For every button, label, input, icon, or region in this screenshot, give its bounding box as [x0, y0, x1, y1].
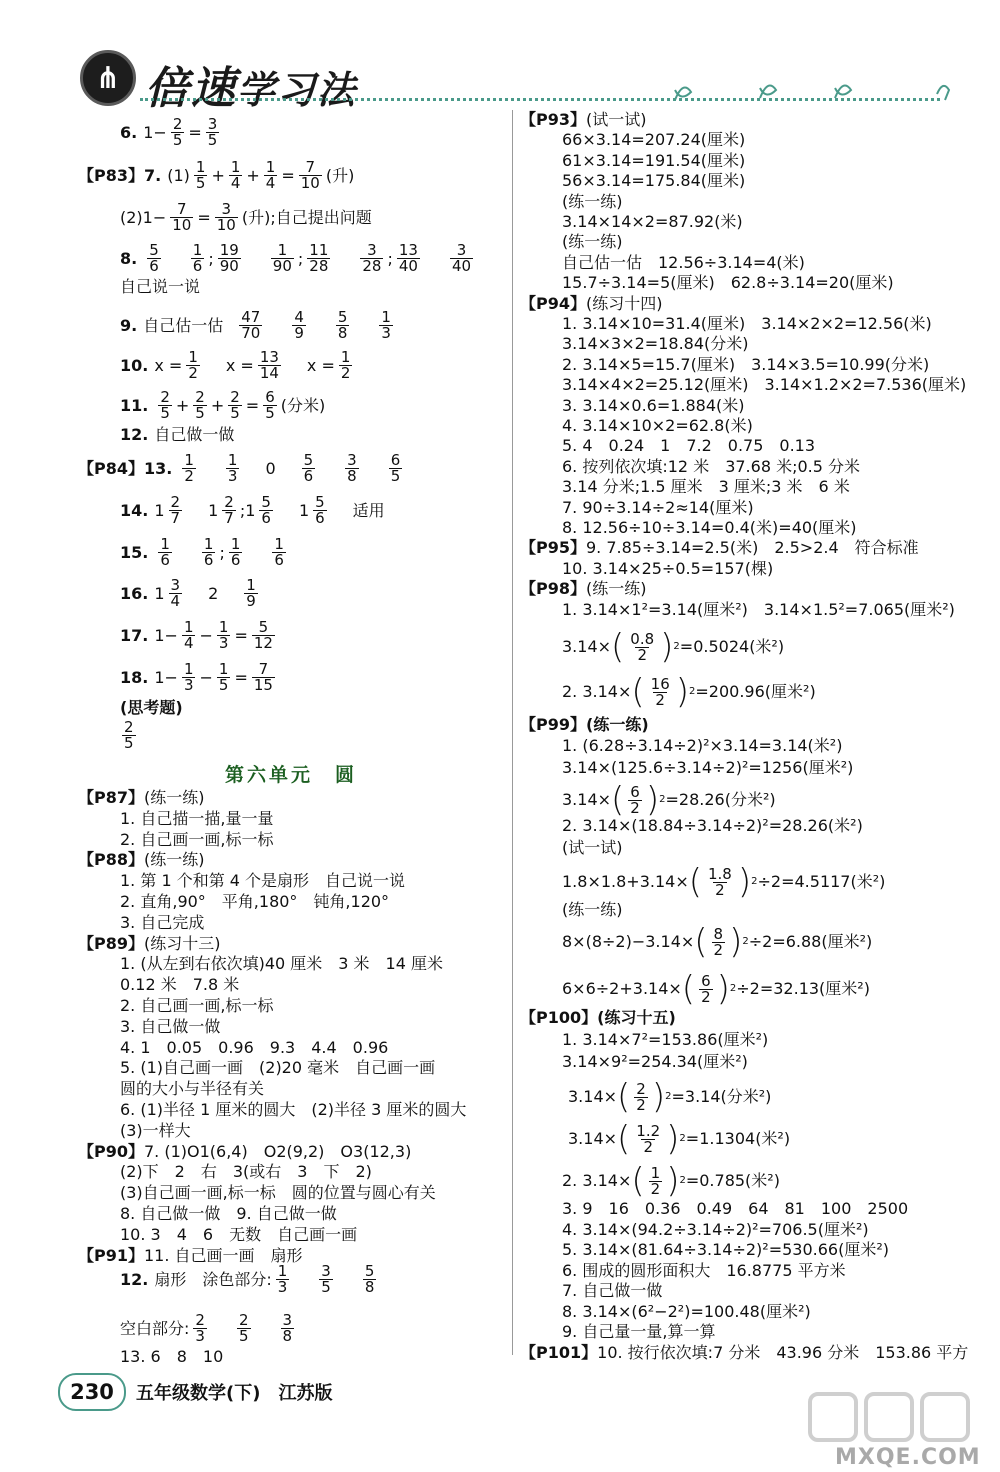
answer-text: 3.14×14×2=87.92(米): [562, 212, 743, 231]
answer-text: 4. 3.14×10×2=62.8(米): [562, 416, 753, 435]
answer-line: 3. 9 16 0.36 0.49 64 81 100 2500: [562, 1199, 909, 1218]
answer-line: [120, 809, 273, 829]
answer-line: [520, 110, 647, 130]
page-ref-tag: 【P90】: [78, 1141, 144, 1161]
answer-line: [562, 171, 745, 191]
answer-text: 56×3.14=175.84(厘米): [562, 171, 746, 191]
answer-line: [78, 1246, 303, 1266]
page-footer: [58, 1372, 332, 1412]
answer-8-note: 自己说一说: [120, 277, 201, 296]
thinking-answer: $\frac{2}{5}$: [124, 718, 134, 752]
answer-text: (练习十三): [144, 933, 221, 953]
answer-line: [78, 850, 205, 870]
answer-text: 8. 自己做一做 9. 自己做一做: [120, 1204, 337, 1223]
answer-text: 1. (从左到右依次填)40 厘米 3 米 14 厘米: [120, 954, 443, 974]
answer-p83-7-1: 【P83】 7. (1) $\frac{1}{5}$ + $\frac{1}{4}$ + $\frac{1}{4}$ = $\frac{7}{10}$ (升): [78, 158, 355, 192]
answer-16: 16. 1 $\frac{3}{4}$ 2 $\frac{1}{9}$: [120, 576, 256, 610]
answer-line: [562, 273, 894, 293]
answer-line: [120, 954, 443, 974]
answer-line: [78, 788, 205, 808]
answer-text: 7. (1)O1(6,4) O2(9,2) O3(12,3): [144, 1141, 412, 1161]
column-divider: [512, 110, 513, 1355]
answer-text: (练一练): [144, 850, 205, 870]
answer-line: [120, 892, 389, 912]
p100-heading: 【P100】 (练习十五): [520, 1008, 676, 1027]
answer-9: 9. 自己估一估 $\frac{47}{70}$ $\frac{4}{9}$ $\frac{5}{8}$ $\frac{1}{3}$: [120, 308, 391, 342]
answer-p84-13: 【P84】 13. $\frac{1}{2}$ $\frac{1}{3}$ 0 $\frac{5}{6}$ $\frac{3}{8}$ $\frac{6}{5}$: [78, 451, 401, 485]
formula-p98-b: 2. 3.14× ( $\frac{16}{2}$ ) 2 =200.96(厘米²): [562, 672, 816, 712]
p100-2: 3.14×9²=254.34(厘米²): [562, 1052, 748, 1071]
answer-15: 15. $\frac{1}{6}$ $\frac{1}{6}$ ; $\frac{1}{6}$ $\frac{1}{6}$: [120, 535, 284, 569]
answer-text: 9. 7.85÷3.14=2.5(米) 2.5>2.4 符合标准: [586, 538, 919, 558]
answer-10: 10. x = $\frac{1}{2}$ x = $\frac{13}{14}$ x = $\frac{1}{2}$: [120, 348, 351, 382]
answer-line: [120, 1183, 436, 1203]
answer-text: 6. (1)半径 1 厘米的圆大 (2)半径 3 厘米的圆大: [120, 1100, 467, 1119]
answer-text: 10. 3 4 6 无数 自己画一画: [120, 1224, 358, 1244]
answer-line: [120, 1100, 466, 1120]
answer-17: 17. 1− $\frac{1}{4}$ − $\frac{1}{3}$ = $\frac{5}{12}$: [120, 618, 273, 652]
answer-line: [562, 477, 850, 497]
answer-12: 12. 自己做一做: [120, 425, 235, 444]
answer-text: (3)一样大: [120, 1120, 191, 1140]
page-ref-tag: 【P98】: [520, 579, 586, 599]
page-ref-tag: 【P94】: [520, 293, 586, 313]
answer-text: (练一练): [562, 232, 623, 252]
answer-line: [120, 1204, 337, 1224]
answer-text: (练一练): [586, 579, 647, 599]
answer-line: [120, 1162, 372, 1182]
page-header: [0, 0, 1000, 114]
answer-line: 9. 自己量一量,算一算: [562, 1322, 716, 1341]
answer-line: [562, 192, 623, 212]
answer-line: [120, 1121, 191, 1141]
answer-line: [562, 600, 955, 620]
answer-text: 1. 3.14×1²=3.14(厘米²) 3.14×1.5²=7.065(厘米²): [562, 599, 955, 619]
answer-line: [120, 1058, 435, 1078]
answer-text: (试一试): [586, 110, 647, 129]
answer-text: 15.7÷3.14=5(厘米) 62.8÷3.14=20(厘米): [562, 273, 894, 293]
thinking-question: (思考题): [120, 698, 183, 717]
formula-practice-2: 6×6÷2+3.14× ( $\frac{6}{2}$ ) 2 ÷2=32.13(厘米²): [562, 969, 870, 1009]
answer-line: 5. 3.14×(81.64÷3.14÷2)²=530.66(厘米²): [562, 1240, 889, 1259]
answer-p91-12-blank: 空白部分: $\frac{2}{3}$ $\frac{2}{5}$ $\frac{3}{8}$: [120, 1311, 293, 1345]
answer-line: [120, 1225, 357, 1245]
answer-text: (练一练): [144, 788, 205, 807]
answer-8: 8. $\frac{5}{6}$ $\frac{1}{6}$ ; $\frac{19}{90}$ $\frac{1}{90}$ ; $\frac{11}{28}$ $\frac{3}{28}$ ; $\frac{13}{40}$ $\frac{3}{40}$: [120, 241, 472, 275]
answer-line: [562, 212, 743, 232]
logo-icon: ⋔: [80, 50, 136, 106]
answer-line: [562, 151, 745, 171]
p99-2: 3.14×(125.6÷3.14÷2)²=1256(厘米²): [562, 758, 854, 777]
answer-line: [120, 996, 273, 1016]
answer-text: (2)下 2 右 3(或右 3 下 2): [120, 1162, 372, 1182]
answer-text: 1. 自己描一描,量一量: [120, 808, 274, 828]
answer-11: 11. $\frac{2}{5}$ + $\frac{2}{5}$ + $\frac{2}{5}$ = $\frac{6}{5}$ (分米): [120, 388, 326, 422]
answer-line: [562, 232, 623, 252]
answer-text: 5. 4 0.24 1 7.2 0.75 0.13: [562, 436, 816, 456]
p99-3: 2. 3.14×(18.84÷3.14÷2)²=28.26(米²): [562, 816, 863, 835]
answer-text: 5. (1)自己画一画 (2)20 毫米 自己画一画: [120, 1058, 436, 1078]
answer-line: 7. 自己做一做: [562, 1281, 663, 1300]
answer-text: 3.14×4×2=25.12(厘米) 3.14×1.2×2=7.536(厘米): [562, 375, 967, 395]
page-ref-tag: 【P89】: [78, 933, 144, 953]
formula-p98-a: 3.14× ( $\frac{0.8}{2}$ ) 2 =0.5024(米²): [562, 627, 785, 667]
brand-sub: 学习法: [237, 68, 358, 112]
answer-text: 8. 12.56÷10÷3.14=0.4(米)=40(厘米): [562, 518, 857, 537]
practice-heading: (练一练): [562, 900, 623, 919]
answer-line: [120, 1079, 264, 1099]
answer-text: 3. 自己做一做: [120, 1016, 221, 1036]
answer-line: [562, 559, 773, 579]
answer-line: [120, 913, 204, 933]
answer-p91-13: 13. 6 8 10: [120, 1347, 224, 1366]
page-ref-tag: 【P95】: [520, 538, 586, 558]
answer-line: 8. 3.14×(6²−2²)=100.48(厘米²): [562, 1301, 811, 1321]
answer-line: [562, 416, 753, 436]
page-ref-tag: 【P91】: [78, 1245, 144, 1265]
answer-text: 3.14×3×2=18.84(分米): [562, 334, 749, 354]
answer-text: 圆的大小与半径有关: [120, 1079, 265, 1099]
answer-p91-12: 12. 扇形 涂色部分: $\frac{1}{3}$ $\frac{3}{5}$ $\frac{5}{8}$: [120, 1262, 375, 1296]
formula-try: 1.8×1.8+3.14× ( $\frac{1.8}{2}$ ) 2 ÷2=4.5117(米²): [562, 862, 886, 902]
unit-six-title: 第六单元 圆: [225, 764, 358, 786]
brand-title: [145, 52, 357, 116]
answer-line: [562, 355, 929, 375]
p101-line: 【P101】 10. 按行依次填:7 分米 43.96 分米 153.86 平方: [520, 1343, 969, 1362]
answer-text: 11. 自己画一画 扇形: [144, 1245, 303, 1265]
answer-14: 14. 1 $\frac{2}{7}$ 1 $\frac{2}{7}$ ; 1 $\frac{5}{6}$ 1 $\frac{5}{6}$ 适用: [120, 493, 385, 527]
formula-p100-c: 2. 3.14× ( $\frac{1}{2}$ ) 2 =0.785(米²): [562, 1161, 780, 1201]
answer-text: 4. 1 0.05 0.96 9.3 4.4 0.96: [120, 1037, 389, 1057]
formula-practice-1: 8×(8÷2)−3.14× ( $\frac{8}{2}$ ) 2 ÷2=6.88(厘米²): [562, 922, 873, 962]
answer-text: 7. 90÷3.14÷2≈14(厘米): [562, 497, 754, 517]
watermark-text: MXQE.COM: [835, 1445, 981, 1470]
answer-line: [562, 396, 745, 416]
answer-line: [120, 1038, 388, 1058]
answer-text: 3.14 分米;1.5 厘米 3 厘米;3 米 6 米: [562, 477, 850, 497]
formula-p100-a: 3.14× ( $\frac{2}{2}$ ) 2 =3.14(分米²): [568, 1077, 772, 1117]
answer-line: [562, 253, 805, 273]
brand-main: 倍速: [145, 63, 237, 114]
footer-book-title: 五年级数学(下) 江苏版: [136, 1383, 333, 1404]
answer-line: [520, 579, 647, 599]
answer-line: [562, 334, 749, 354]
answer-text: 10. 3.14×25÷0.5=157(棵): [562, 558, 774, 578]
answer-text: (练习十四): [586, 293, 663, 313]
answer-text: 2. 3.14×5=15.7(厘米) 3.14×3.5=10.99(分米): [562, 354, 930, 374]
answer-text: 6. 按列依次填:12 米 37.68 米;0.5 分米: [562, 456, 861, 476]
answer-line: [562, 457, 860, 477]
answer-line: [562, 314, 932, 334]
page-number: 230: [58, 1373, 126, 1411]
page-ref-tag: 【P88】: [78, 850, 144, 870]
formula-p99-a: 3.14× ( $\frac{6}{2}$ ) 2 =28.26(分米²): [562, 780, 776, 820]
try-heading: (试一试): [562, 838, 623, 857]
answer-line: [120, 975, 239, 995]
answer-text: 3. 3.14×0.6=1.884(米): [562, 395, 745, 415]
answer-line: [562, 130, 745, 150]
page-ref-tag: 【P87】: [78, 788, 144, 807]
answer-line: 4. 3.14×(94.2÷3.14÷2)²=706.5(厘米²): [562, 1219, 869, 1239]
answer-text: 1. 第 1 个和第 4 个是扇形 自己说一说: [120, 871, 406, 891]
answer-line: [78, 1142, 411, 1162]
answer-line: [120, 830, 273, 850]
answer-line: [78, 934, 221, 954]
answer-text: 2. 自己画一画,标一标: [120, 829, 274, 849]
answer-text: 1. 3.14×10=31.4(厘米) 3.14×2×2=12.56(米): [562, 314, 932, 333]
p99-heading: 【P99】 (练一练): [520, 715, 649, 734]
answer-line: [120, 1017, 220, 1037]
answer-line: [120, 871, 405, 891]
answer-text: 61×3.14=191.54(厘米): [562, 150, 746, 170]
answer-text: 3. 自己完成: [120, 912, 205, 932]
answer-text: (练一练): [562, 191, 623, 211]
answer-text: (3)自己画一画,标一标 圆的位置与圆心有关: [120, 1183, 436, 1203]
answer-line: [520, 538, 919, 558]
answer-line: [520, 294, 663, 314]
answer-text: 2. 自己画一画,标一标: [120, 996, 274, 1015]
answer-7-2: (2)1− $\frac{7}{10}$ = $\frac{3}{10}$ (升);自己提出问题: [120, 200, 372, 234]
answer-text: 2. 直角,90° 平角,180° 钝角,120°: [120, 892, 390, 911]
answer-line: [562, 518, 857, 538]
p99-1: 1. (6.28÷3.14÷2)²×3.14=3.14(米²): [562, 736, 843, 755]
p100-1: 1. 3.14×7²=153.86(厘米²): [562, 1030, 769, 1049]
answer-text: 66×3.14=207.24(厘米): [562, 130, 746, 150]
answer-line: [562, 436, 815, 456]
answer-text: 自己估一估 12.56÷3.14=4(米): [562, 252, 805, 272]
answer-line: 6. 围成的圆形面积大 16.8775 平方米: [562, 1260, 846, 1280]
answer-18: 18. 1− $\frac{1}{3}$ − $\frac{1}{5}$ = $\frac{7}{15}$: [120, 660, 273, 694]
answer-line: [562, 375, 966, 395]
decorative-swirls-icon: [665, 72, 965, 108]
formula-p100-b: 3.14× ( $\frac{1.2}{2}$ ) 2 =1.1304(米²): [568, 1119, 791, 1159]
answer-line: [562, 498, 754, 518]
answer-6: 6. 1− $\frac{2}{5}$ = $\frac{3}{5}$: [120, 115, 218, 149]
page-ref-tag: 【P93】: [520, 110, 586, 129]
answer-text: 0.12 米 7.8 米: [120, 975, 240, 995]
